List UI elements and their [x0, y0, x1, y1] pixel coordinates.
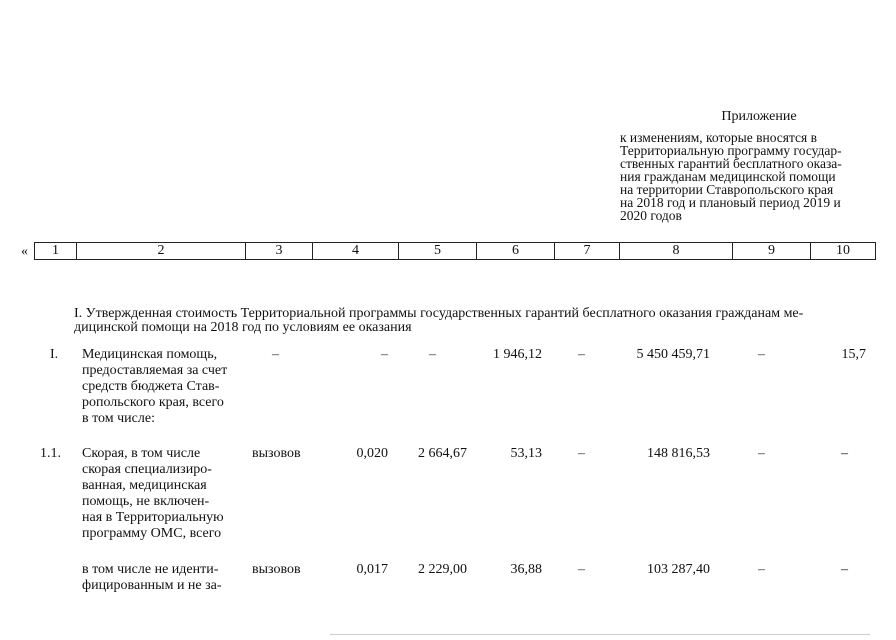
header-cell: 7	[555, 243, 620, 260]
appendix-line: на 2018 год и плановый период 2019 и	[620, 195, 841, 210]
row-unit: вызовов	[252, 446, 301, 461]
description-line: средств бюджета Став-	[82, 379, 220, 394]
row-c9: –	[758, 446, 765, 461]
description-line: предоставляемая за счет	[82, 363, 228, 378]
scan-artifact-line	[330, 634, 870, 635]
appendix-line: Территориальную программу государ-	[620, 143, 842, 158]
header-cell: 9	[733, 243, 811, 260]
table-header-row	[34, 242, 876, 260]
description-line: в том числе:	[82, 411, 155, 426]
row-c7: –	[578, 446, 585, 461]
row-c8: 5 450 459,71	[636, 347, 710, 362]
appendix-line: к изменениям, которые вносятся в	[620, 130, 818, 145]
row-c5: 2 229,00	[418, 562, 467, 577]
opening-quote: «	[21, 244, 28, 259]
appendix-line: на территории Ставропольского края	[620, 182, 834, 197]
row-c6: 53,13	[510, 446, 542, 461]
row-number: I.	[50, 347, 59, 362]
section-heading-line: I. Утвержденная стоимость Территориальной программы государственных гарантий бесплатного оказания гражданам ме-	[74, 306, 804, 321]
row-c8: 103 287,40	[647, 562, 710, 577]
row-c10: –	[841, 562, 848, 577]
row-c9: –	[758, 347, 765, 362]
header-cell: 5	[399, 243, 477, 260]
row-description	[82, 446, 238, 542]
header-cell: 10	[811, 243, 876, 260]
row-c10: 15,7	[841, 347, 866, 362]
header-cell: 2	[77, 243, 246, 260]
description-line: ная в Территориальную	[82, 510, 224, 525]
row-unit: вызовов	[252, 562, 301, 577]
row-c9: –	[758, 562, 765, 577]
header-cell: 8	[620, 243, 733, 260]
row-c10: –	[841, 446, 848, 461]
header-cell: 6	[477, 243, 555, 260]
row-c6: 36,88	[510, 562, 542, 577]
row-description	[82, 562, 238, 594]
description-line: помощь, не включен-	[82, 494, 210, 509]
appendix-line: ния гражданам медицинской помощи	[620, 169, 836, 184]
appendix-line: 2020 годов	[620, 208, 682, 223]
description-line: Скорая, в том числе	[82, 446, 201, 461]
row-c7: –	[578, 562, 585, 577]
row-number: 1.1.	[40, 446, 61, 461]
row-c4: 0,020	[356, 446, 388, 461]
description-line: в том числе не иденти-	[82, 562, 219, 577]
row-unit: –	[272, 347, 279, 362]
header-cell: 3	[246, 243, 313, 260]
row-c7: –	[578, 347, 585, 362]
description-line: фицированным и не за-	[82, 578, 222, 593]
section-heading-line: дицинской помощи на 2018 год по условиям ее оказания	[74, 320, 412, 335]
appendix-block	[620, 110, 872, 222]
appendix-title: Приложение	[721, 109, 797, 124]
section-heading	[74, 307, 864, 335]
appendix-line: ственных гарантий бесплатного оказа-	[620, 156, 842, 171]
description-line: ропольского края, всего	[82, 395, 224, 410]
row-c5: –	[429, 347, 436, 362]
header-cell: 4	[313, 243, 399, 260]
row-c8: 148 816,53	[647, 446, 710, 461]
description-line: программу ОМС, всего	[82, 526, 222, 541]
row-c5: 2 664,67	[418, 446, 467, 461]
appendix-text	[620, 131, 872, 222]
description-line: Медицинская помощь,	[82, 347, 218, 362]
description-line: ванная, медицинская	[82, 478, 207, 493]
row-c4: –	[381, 347, 388, 362]
row-c6: 1 946,12	[493, 347, 542, 362]
row-description	[82, 347, 240, 427]
row-c4: 0,017	[356, 562, 388, 577]
description-line: скорая специализиро-	[82, 462, 212, 477]
header-cell: 1	[35, 243, 77, 260]
